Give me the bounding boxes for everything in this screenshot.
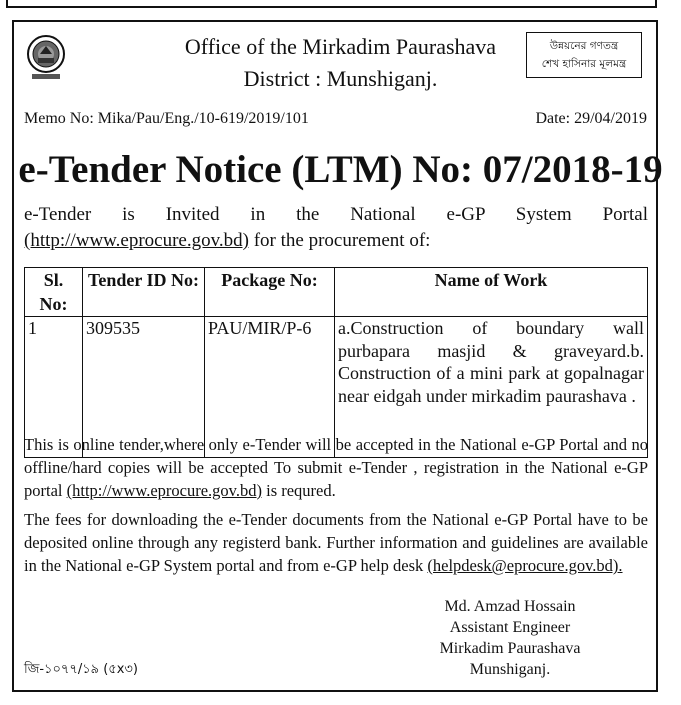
para1-tail: is requred.: [261, 481, 336, 500]
memo-date: Date: 29/04/2019: [535, 110, 647, 127]
signatory-name: Md. Amzad Hossain: [444, 598, 576, 615]
para1-eprocure-link[interactable]: (http://www.eprocure.gov.bd): [66, 481, 262, 500]
cell-package: PAU/MIR/P-6: [205, 317, 335, 458]
online-tender-paragraph: [24, 433, 648, 502]
signatory-place: Munshiganj.: [469, 661, 551, 678]
para2-text: The fees for downloading the e-Tender documents from the National e-GP Portal have to be deposited online through any registerd bank. Further information and guidelines are available in the National e-GP System portal and from e-GP help desk: [24, 510, 648, 575]
cell-tender-id: 309535: [83, 317, 205, 458]
office-name: Office of the Mirkadim Paurashava: [184, 34, 497, 59]
helpdesk-email-link[interactable]: (helpdesk@eprocure.gov.bd).: [427, 556, 623, 575]
signature-block: [400, 596, 620, 680]
signatory-office: Mirkadim Paurashava: [439, 640, 581, 657]
cell-sl: 1: [25, 317, 83, 458]
intro-rest: for the procurement of:: [248, 230, 431, 251]
para1-text: This is online tender,where only e-Tender will be accepted in the National e-GP Portal and no offline/hard copies will be accepted To submit e-Tender , registration in the National e-GP portal: [24, 435, 648, 500]
publication-code: জি-১০৭৭/১৯ (৫x৩): [24, 662, 138, 677]
header-package: Package No:: [205, 268, 335, 317]
slogan-box: [526, 32, 642, 78]
intro-line-2: [24, 228, 430, 254]
notice-title: e-Tender Notice (LTM) No: 07/2018-19: [18, 148, 663, 191]
eprocure-link[interactable]: (http://www.eprocure.gov.bd): [24, 230, 249, 251]
header-tender-id: Tender ID No:: [83, 268, 205, 317]
slogan-line-2: শেখ হাসিনার মূলমন্ত্র: [541, 58, 627, 70]
signatory-designation: Assistant Engineer: [449, 619, 571, 636]
header-sl: Sl. No:: [25, 268, 83, 317]
district-name: District : Munshiganj.: [243, 66, 438, 91]
fees-paragraph: [24, 508, 648, 577]
memo-number: Memo No: Mika/Pau/Eng./10-619/2019/101: [24, 110, 309, 127]
table-header-row: [25, 268, 648, 317]
tender-table: [24, 267, 648, 458]
intro-line-1: e-Tender is Invited in the National e-GP System Portal: [24, 204, 648, 225]
top-border: [6, 0, 657, 8]
header-work: Name of Work: [335, 268, 648, 317]
cell-work: a.Construction of boundary wall purbapara masjid & graveyard.b. Construction of a mini park at gopalnagar near eidgah under mirkadim paurashava .: [335, 317, 648, 458]
slogan-line-1: উন্নয়নের গণতন্ত্র: [549, 40, 619, 52]
